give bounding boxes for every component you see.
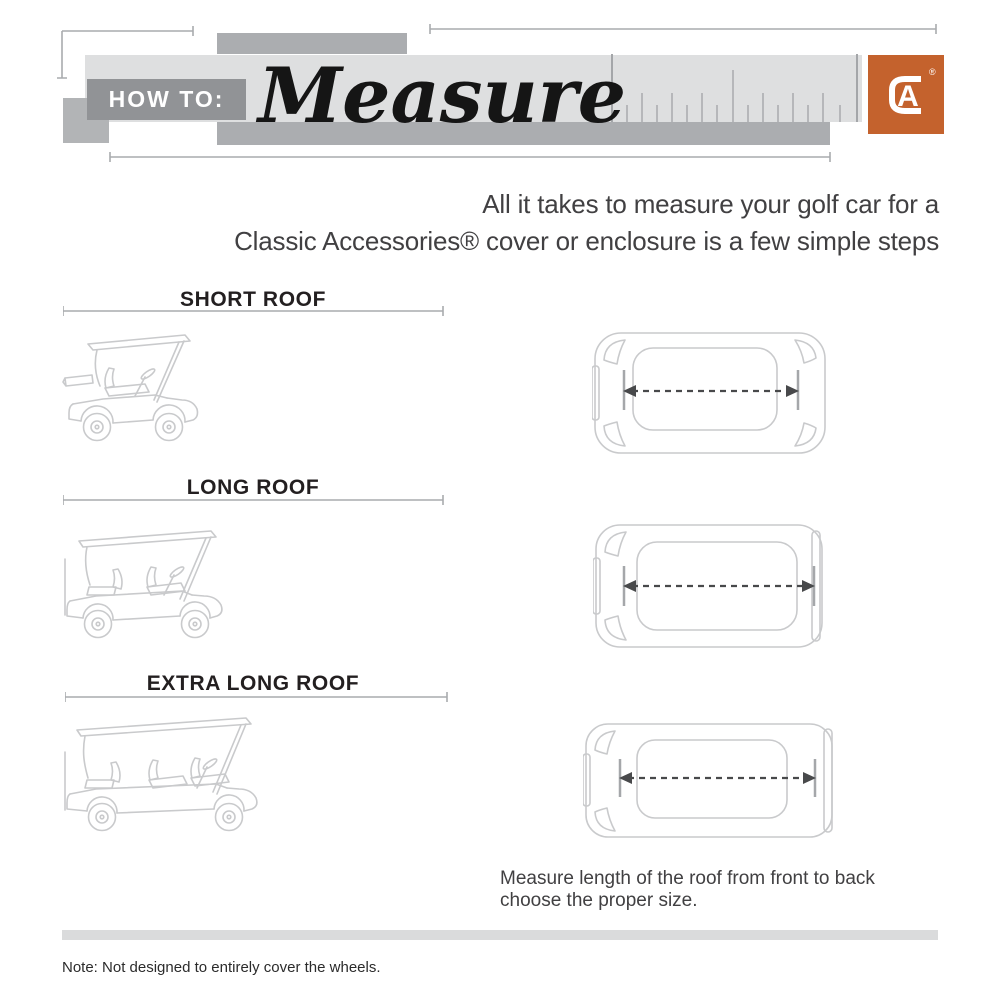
extra-long-roof-dimension-line xyxy=(65,692,448,703)
measure-caption xyxy=(500,868,900,912)
intro-line-2: Classic Accessories® cover or enclosure is a few simple steps xyxy=(234,226,939,256)
short-roof-cart-side-view xyxy=(58,328,218,458)
short-roof-cart-top-view xyxy=(592,330,828,456)
logo-letter-a: A xyxy=(897,80,919,113)
long-roof-dimension-line xyxy=(63,495,444,506)
classic-accessories-logo xyxy=(868,55,944,134)
long-roof-cart-top-view xyxy=(593,520,827,652)
how-to-kicker-box xyxy=(87,79,246,120)
measure-caption-line-1: Measure length of the roof from front to back xyxy=(500,868,875,889)
extra-long-roof-cart-side-view xyxy=(56,712,281,852)
measure-caption-line-2: choose the proper size. xyxy=(500,890,698,911)
intro-text xyxy=(200,186,939,260)
extra-long-roof-cart-top-view xyxy=(583,722,835,840)
footer-gray-bar xyxy=(62,930,938,940)
section-label-short-roof: SHORT ROOF xyxy=(180,288,326,311)
short-roof-dimension-line xyxy=(63,306,444,317)
long-roof-cart-side-view xyxy=(56,523,236,653)
section-label-long-roof: LONG ROOF xyxy=(186,476,320,499)
footnote: Note: Not designed to entirely cover the wheels. xyxy=(62,959,381,976)
intro-line-1: All it takes to measure your golf car for a xyxy=(482,189,939,219)
how-to-kicker-label: HOW TO: xyxy=(108,86,225,112)
page-title: Measure xyxy=(258,51,627,140)
logo-registered-mark: ® xyxy=(929,67,936,77)
section-label-extra-long-roof: EXTRA LONG ROOF xyxy=(146,672,360,695)
